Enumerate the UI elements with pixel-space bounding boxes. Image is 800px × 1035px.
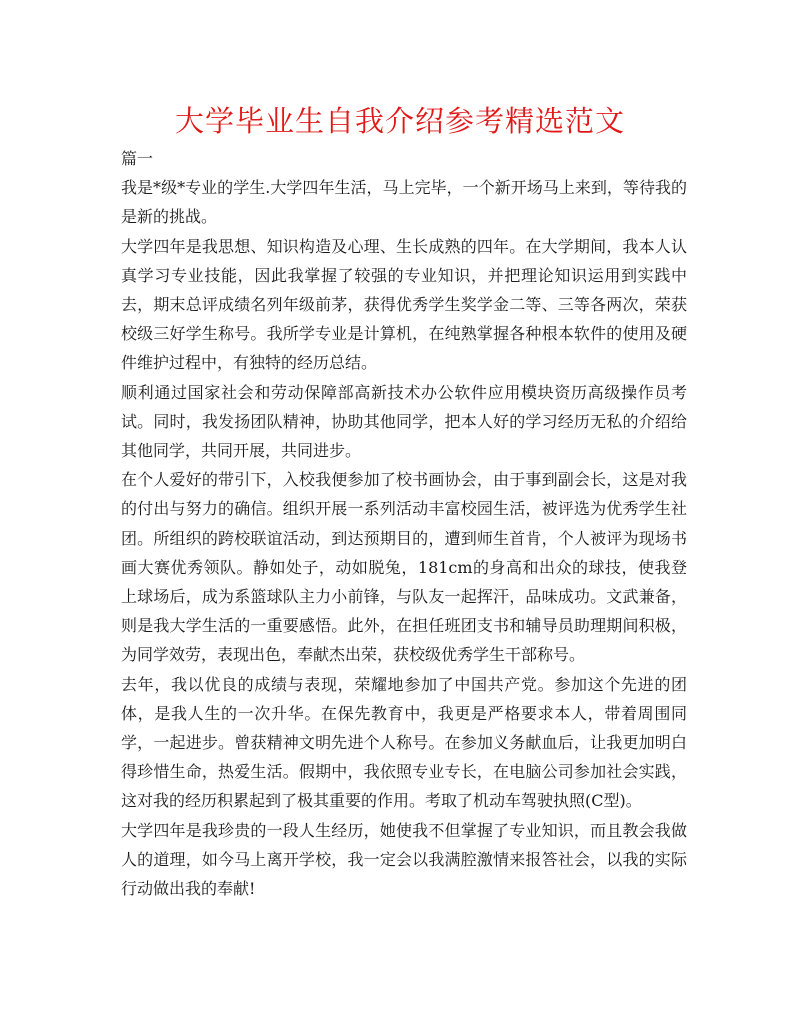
document-body: [121, 144, 687, 903]
paragraph-1: 我是*级*专业的学生.大学四年生活，马上完毕，一个新开场马上来到，等待我的是新的挑战。: [121, 178, 687, 227]
section-label: 篇一: [121, 149, 154, 168]
paragraph-4: 在个人爱好的带引下，入校我便参加了校书画协会，由于事到副会长，这是对我的付出与努力的确信。组织开展一系列活动丰富校园生活，被评选为优秀学生社团。所组织的跨校联谊活动，到达预期目的，遭到师生首肯，个人被评为现场书画大赛优秀领队。静如处子，动如脱兔，181cm的身高和出众的球技，使我登上球场后，成为系篮球队主力小前锋，与队友一起挥汗，品味成功。文武兼备，则是我大学生活的一重要感悟。此外，在担任班团支书和辅导员助理期间积极，为同学效劳，表现出色，奉献杰出荣，获校级优秀学生干部称号。: [121, 470, 687, 665]
paragraph-2: 大学四年是我思想、知识构造及心理、生长成熟的四年。在大学期间，我本人认真学习专业技能，因此我掌握了较强的专业知识，并把理论知识运用到实践中去，期末总评成绩名列年级前茅，获得优秀学生奖学金二等、三等各两次，荣获校级三好学生称号。我所学专业是计算机，在纯熟掌握各种根本软件的使用及硬件维护过程中，有独特的经历总结。: [121, 236, 687, 373]
paragraph-5: 去年，我以优良的成绩与表现，荣耀地参加了中国共产党。参加这个先进的团体，是我人生的一次升华。在保先教育中，我更是严格要求本人，带着周围同学，一起进步。曾获精神文明先进个人称号。在参加义务献血后，让我更加明白得珍惜生命，热爱生活。假期中，我依照专业专长，在电脑公司参加社会实践，这对我的经历积累起到了极其重要的作用。考取了机动车驾驶执照(C型)。: [121, 674, 687, 811]
paragraph-3: 顺利通过国家社会和劳动保障部高新技术办公软件应用模块资历高级操作员考试。同时，我发扬团队精神，协助其他同学，把本人好的学习经历无私的介绍给其他同学，共同开展，共同进步。: [121, 382, 687, 461]
paragraph-6: 大学四年是我珍贵的一段人生经历，她使我不但掌握了专业知识，而且教会我做人的道理，如今马上离开学校，我一定会以我满腔激情来报答社会，以我的实际行动做出我的奉献!: [121, 820, 687, 899]
document-title: 大学毕业生自我介绍参考精选范文: [174, 104, 625, 138]
